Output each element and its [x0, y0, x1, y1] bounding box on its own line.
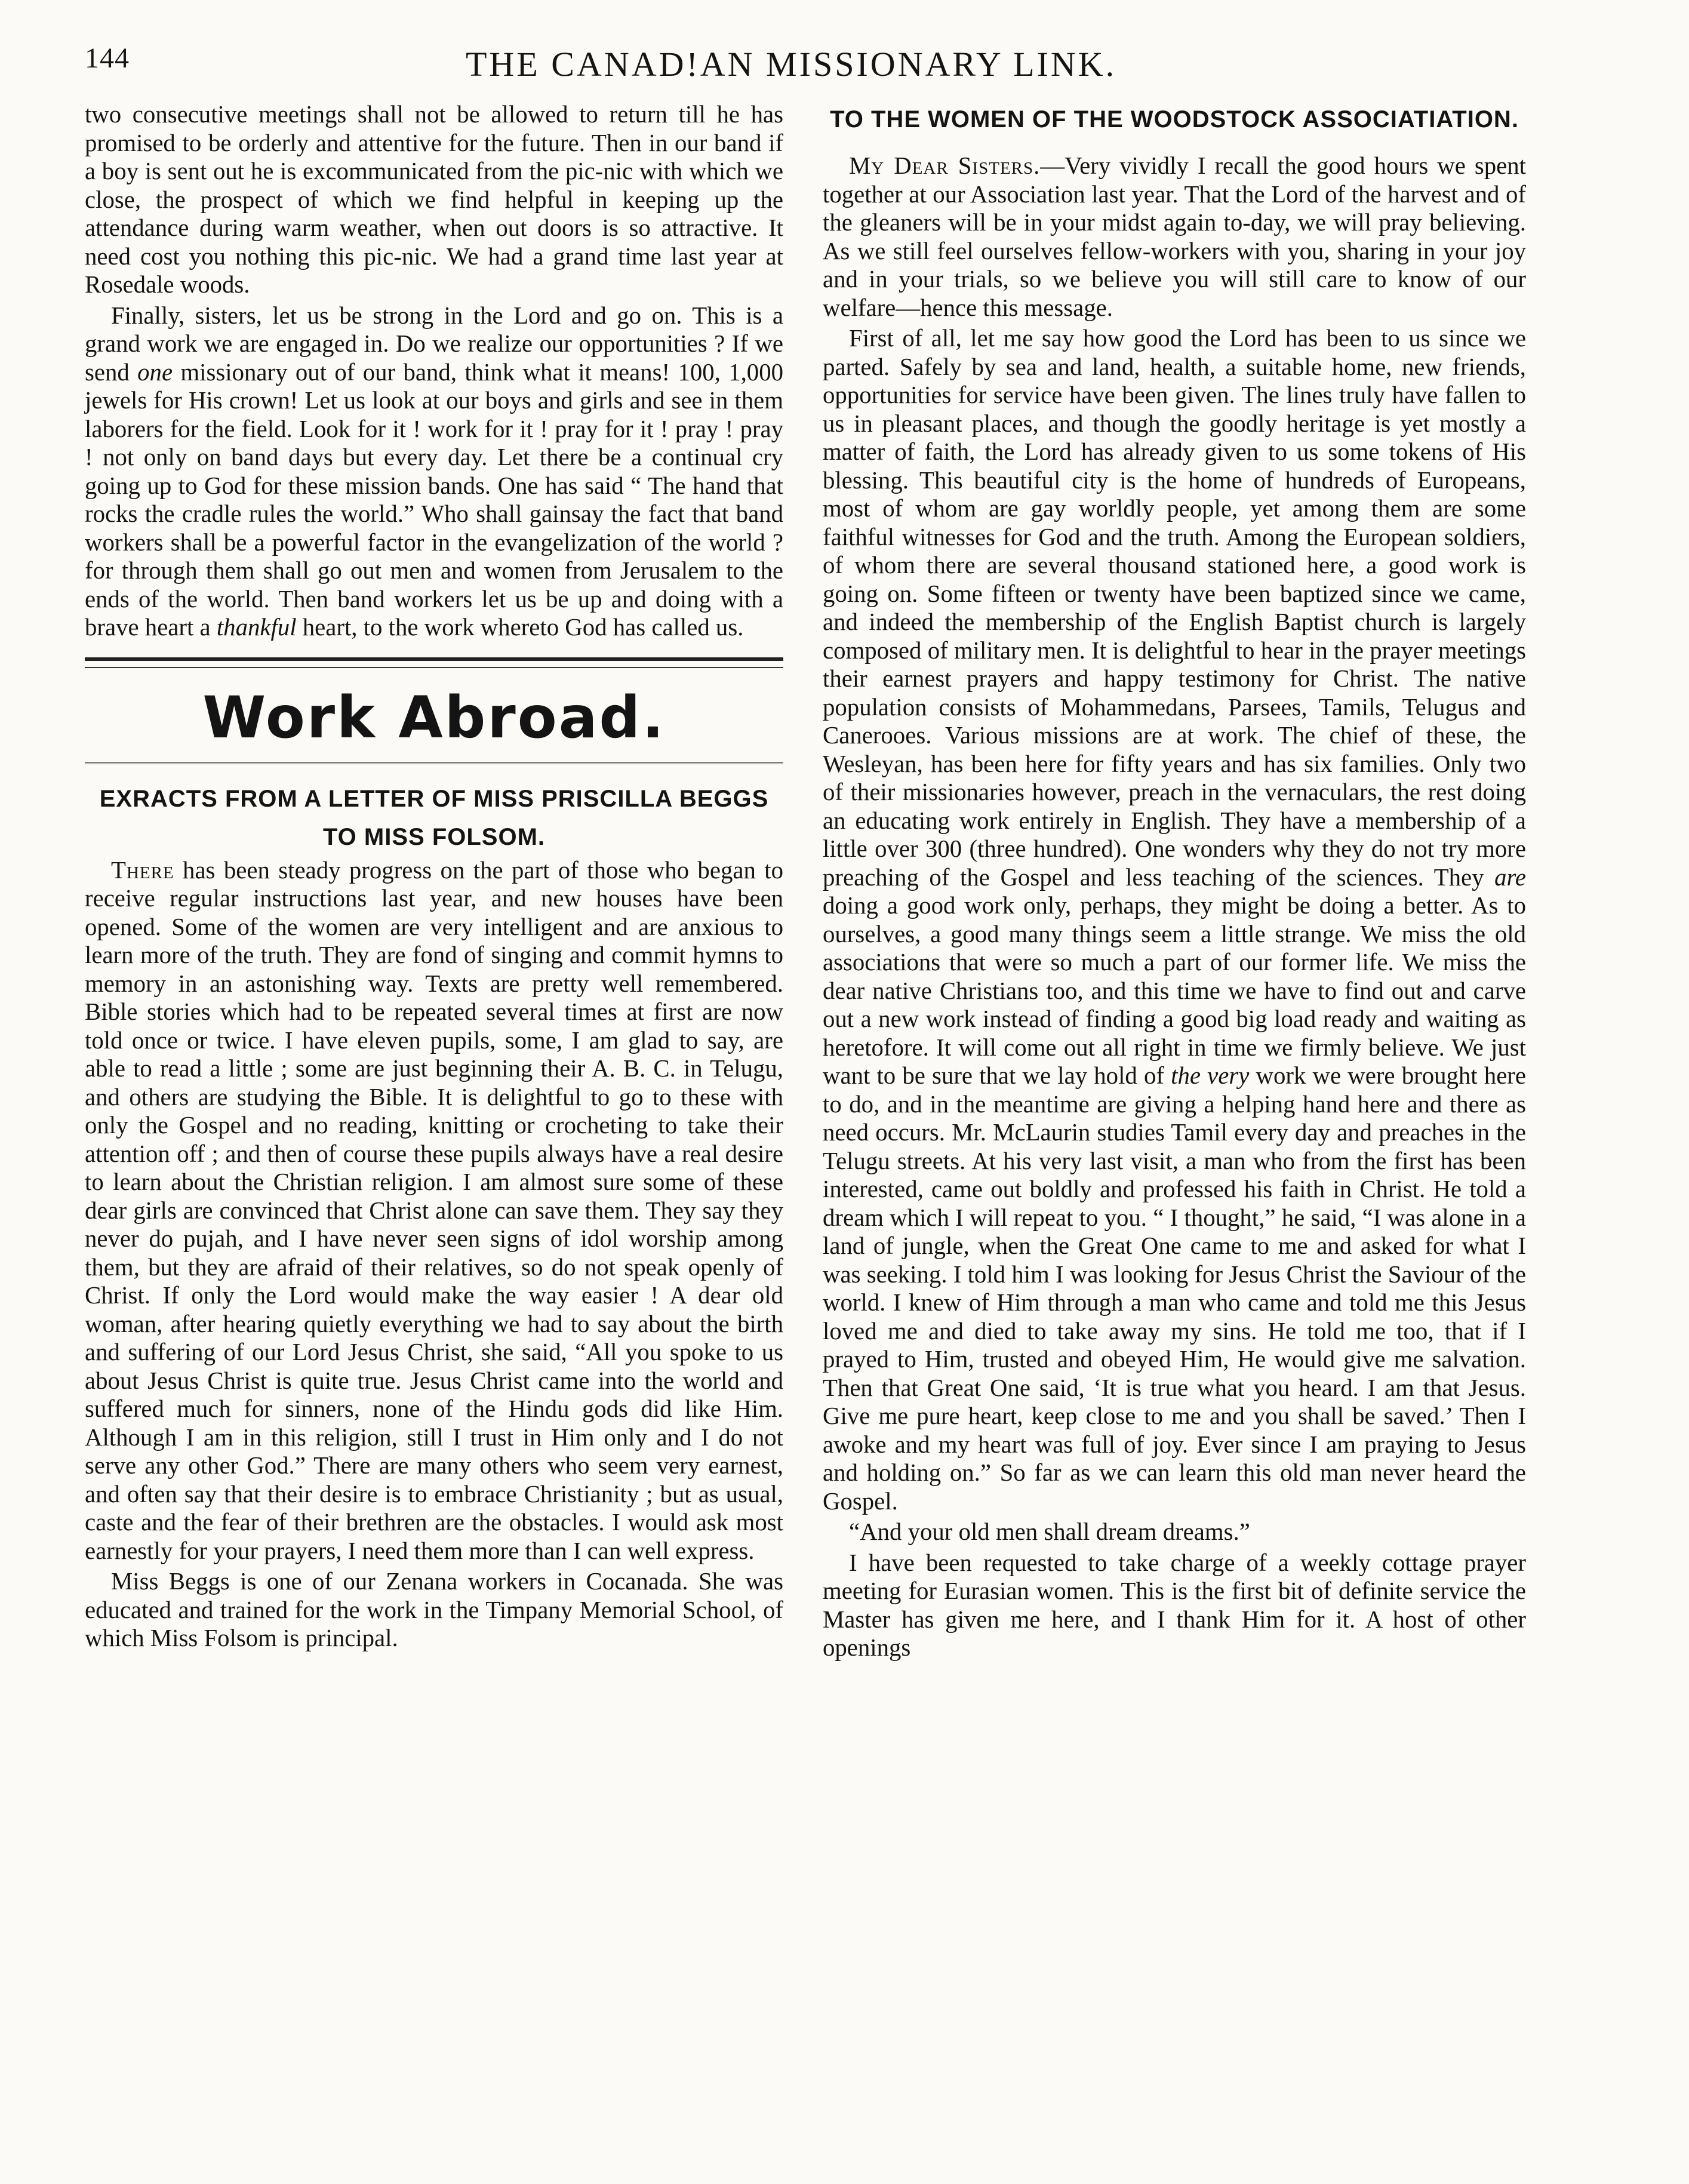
left-column [85, 100, 783, 1653]
salutation: My Dear Sisters. [849, 152, 1041, 179]
letter-lead-word: There [111, 856, 174, 884]
text-run: Finally, sisters, let us be strong in the Lord and go on. This is a grand work we are engaged in. Do we realize our opportunities ? If we send [85, 302, 783, 386]
right-paragraph-4: I have been requested to take charge of a weekly cottage prayer meeting for Eurasian women. This is the first bit of definite service the Master has given me here, and I thank Him for it. A host of other openings [823, 1549, 1526, 1661]
running-title: THE CANAD!AN MISSIONARY LINK. [466, 45, 1117, 84]
text-run: missionary out of our band, think what it means! 100, 1,000 jewels for His crown! Let us look at our boys and girls and see in them laborers for the field. Look for it ! work for it ! pray for it ! pray ! pray ! not only on band days but every day. Let there be a continual cry going up to God for these mission bands. One has said “ The hand that rocks the cradle rules the world.” Who shall gainsay the fact that band workers shall be a powerful factor in the evangelization of the world ? for through them shall go out men and women from Jerusalem to the ends of the world. Then band workers let us be up and doing with a brave heart a [85, 358, 783, 641]
article-heading-woodstock: TO THE WOMEN OF THE WOODSTOCK ASSOCIATIATION. [830, 106, 1519, 133]
left-paragraph-1: two consecutive meetings shall not be allowed to return till he has promised to be orderly and attentive for the future. Then in our band if a boy is sent out he is excommunicated from the pic-nic with which we close, the prospect of which we find helpful in keeping up the attendance during warm weather, when out doors is so attractive. It need cost you nothing this pic-nic. We had a grand time last year at Rosedale woods. [85, 101, 783, 298]
article-heading-beggs: EXRACTS FROM A LETTER OF MISS PRISCILLA BEGGS TO MISS FOLSOM. [99, 785, 769, 850]
right-paragraph-2 [823, 324, 1526, 1515]
emphasis-the-very: the very [1171, 1062, 1250, 1089]
section-divider-top-thin [85, 667, 783, 668]
emphasis-are: are [1494, 863, 1526, 891]
section-divider-bottom [85, 762, 783, 764]
right-column [823, 100, 1526, 1662]
left-paragraph-2 [85, 302, 783, 642]
right-paragraph-1 [823, 152, 1526, 322]
text-run: work we were brought here to do, and in the meantime are giving a helping hand here and there as need occurs. Mr. McLaurin studies Tamil every day and preaches in the Telugu streets. At his very last visit, a man who from the first has been interested, came out boldly and professed his faith in Christ. He told a dream which I will repeat to you. “ I thought,” he said, “I was alone in a land of jungle, when the Great One came to me and asked for what I was seeking. I told him I was looking for Jesus Christ the Saviour of the world. I knew of Him through a man who came and told me this Jesus loved me and died to take away my sins. He told me too, that if I prayed to Him, trusted and obeyed Him, He would give me salvation. Then that Great One said, ‘It is true what you heard. I am that Jesus. Give me pure heart, keep close to me and you shall be saved.’ Then I awoke and my heart was full of joy. Ever since I am praying to Jesus and holding on.” So far as we can learn this old man never heard the Gospel. [823, 1062, 1526, 1515]
text-run: heart, to the work whereto God has called us. [296, 614, 744, 641]
emphasis-thankful: thankful [216, 614, 297, 641]
text-run: First of all, let me say how good the Lord has been to us since we parted. Safely by sea and land, health, a suitable home, new friends, opportunities for service have been given. The lines truly have fallen to us in pleasant places, and though the goodly heritage is yet mostly a matter of faith, the Lord has already given to us some tokens of His blessing. This beautiful city is the home of hundreds of Europeans, most of whom are gay worldly people, yet among them are some faithful witnesses for God and the truth. Among the European soldiers, of whom there are several thousand stationed here, a good work is going on. Some fifteen or twenty have been baptized since we came, and indeed the membership of the English Baptist church is largely composed of military men. It is delightful to hear in the prayer meetings their earnest prayers and happy testimony for Christ. The native population consists of Mohammedans, Parsees, Tamils, Telugus and Canerooes. Various missions are at work. The chief of these, the Wesleyan, has been here for fifty years and has six families. Only two of their missionaries however, preach in the vernaculars, the rest doing an educating work entirely in English. They have a membership of a little over 300 (three hundred). One wonders why they do not try more preaching of the Gospel and less teaching of the sciences. They [823, 325, 1526, 891]
letter-body [85, 856, 783, 1565]
editor-note: Miss Beggs is one of our Zenana workers in Cocanada. She was educated and trained for the work in the Timpany Memorial School, of which Miss Folsom is principal. [85, 1568, 783, 1651]
text-run: doing a good work only, perhaps, they might be doing a better. As to ourselves, a good many things seem a little strange. We miss the old associations that were so much a part of our former life. We miss the dear native Christians too, and this time we have to find out and carve out a new work instead of finding a good big load ready and waiting as heretofore. It will come out all right in time we firmly believe. We just want to be sure that we lay hold of [823, 892, 1526, 1089]
section-title: Work Abroad. [202, 684, 666, 751]
text-run: has been steady progress on the part of those who began to receive regular instructions last year, and new houses have been opened. Some of the women are very intelligent and are anxious to learn more of the truth. They are fond of singing and commit hymns to memory in an astonishing way. Texts are pretty well remembered. Bible stories which had to be repeated several times at first are now told once or twice. I have eleven pupils, some, I am glad to say, are able to read a little ; some are just beginning their A. B. C. in Telugu, and others are studying the Bible. It is delightful to go to these with only the Gospel and no reading, knitting or crocheting to take their attention off ; and then of course these pupils always have a real desire to learn about the Christian religion. I am almost sure some of these dear girls are convinced that Christ alone can save them. They say they never do pujah, and I have never seen signs of idol worship among them, but they are afraid of their relatives, so do not speak openly of Christ. If only the Lord would make the way easier ! A dear old woman, after hearing quietly everything we had to say about the birth and suffering of our Lord Jesus Christ, she said, “All you spoke to us about Jesus Christ is quite true. Jesus Christ came into the world and suffered much for sinners, none of the Hindu gods did like Him. Although I am in this religion, still I trust in Him only and I do not serve any other God.” There are many others who seem very earnest, and often say that their desire is to embrace Christianity ; but as usual, caste and the fear of their brethren are the obstacles. I would ask most earnestly for your prayers, I need them more than I can well express. [85, 856, 783, 1564]
right-paragraph-3: “And your old men shall dream dreams.” [849, 1518, 1250, 1545]
page-number: 144 [85, 42, 130, 74]
emphasis-one: one [137, 358, 173, 386]
text-run: —Very vividly I recall the good hours we spent together at our Association last year. That the Lord of the harvest and of the gleaners will be in your midst again to-day, we will pray believing. As we still feel ourselves fellow-workers with you, sharing in your joy and in your trials, so we believe you will still care to know of our welfare—hence this message. [823, 152, 1526, 321]
section-divider-top [85, 657, 783, 661]
